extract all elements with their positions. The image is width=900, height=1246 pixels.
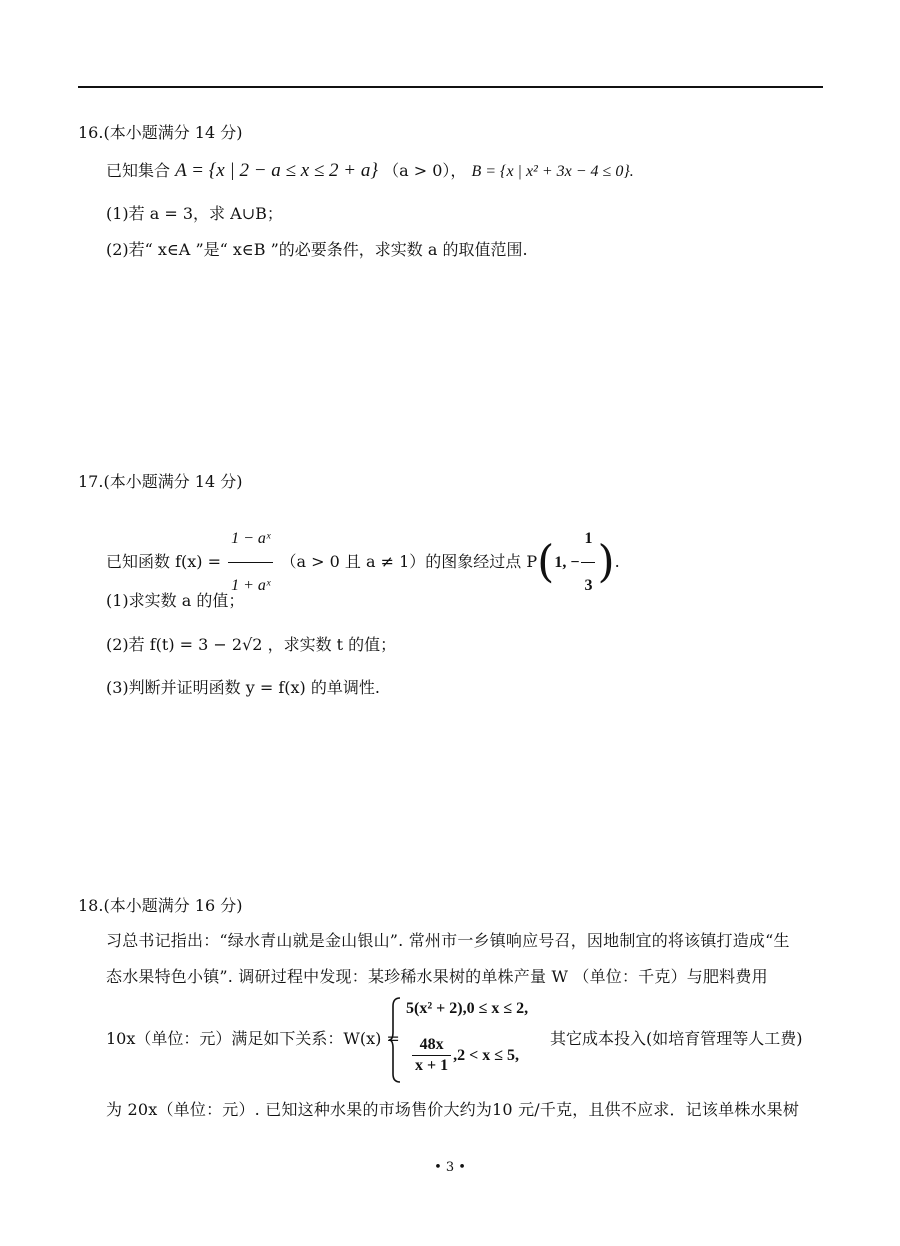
header-rule [78,86,823,88]
q17-condition: （a > 0 且 a ≠ 1）的图象经过点 P [280,552,538,571]
q18-case2-fraction [412,1036,451,1075]
q16-header: 16.(本小题满分 14 分) [78,123,243,142]
q17-point-denominator: 3 [584,577,593,594]
q18-case2-denominator: x + 1 [415,1057,449,1074]
q18-line3-suffix: 其它成本投入(如培育管理等人工费) [550,1029,803,1048]
q16-part1: (1)若 a = 3，求 A∪B； [106,204,283,223]
q17-point-x: 1, − [554,554,580,571]
q17-stem-prefix: 已知函数 f(x) = [106,552,222,571]
q17-fraction-denominator: 1 + aˣ [231,577,271,594]
q18-header: 18.(本小题满分 16 分) [78,896,243,915]
q18-case2-condition: ,2 < x ≤ 5, [453,1047,520,1064]
q17-header: 17.(本小题满分 14 分) [78,472,243,491]
q16-stem [106,160,634,183]
q18-case2 [410,1036,519,1075]
q17-part1: (1)求实数 a 的值； [106,591,245,610]
q17-part3: (3)判断并证明函数 y = f(x) 的单调性. [106,678,380,697]
q17-point-numerator: 1 [581,517,595,563]
q17-fraction-numerator: 1 − aˣ [228,517,273,563]
q18-line3-prefix: 10x（单位：元）满足如下关系：W(x) = [106,1029,400,1048]
q18-line1: 习总书记指出：“绿水青山就是金山银山”. 常州市一乡镇响应号召，因地制宜的将该镇打造成“生 [106,931,790,950]
q16-set-b: B = {x | x² + 3x − 4 ≤ 0}. [471,163,634,180]
q17-point-fraction [581,517,595,608]
q18-case1: 5(x² + 2),0 ≤ x ≤ 2, [406,1000,529,1017]
q17-stem-tail: . [614,552,620,571]
q18-case2-numerator: 48x [412,1036,451,1056]
q16-cond-a: （a > 0）， [383,161,467,180]
q17-right-paren: ) [597,536,615,588]
q16-stem-prefix: 已知集合 [106,161,171,180]
page-number: • 3 • [434,1160,466,1175]
q16-set-a: A = {x | 2 − a ≤ x ≤ 2 + a} [175,160,378,181]
left-brace-icon [388,996,402,1084]
q18-line2: 态水果特色小镇”. 调研过程中发现：某珍稀水果树的单株产量 W （单位：千克）与肥料费用 [106,967,768,986]
q17-part2: (2)若 f(t) = 3 − 2√2 ，求实数 t 的值； [106,635,397,654]
q18-line4: 为 20x（单位：元）. 已知这种水果的市场售价大约为10 元/千克，且供不应求．记该单株水果树 [106,1100,800,1119]
q16-part2: (2)若“ x∈A ”是“ x∈B ”的必要条件，求实数 a 的取值范围. [106,240,528,259]
q18-piecewise [388,996,548,1086]
q17-left-paren: ( [537,536,555,588]
